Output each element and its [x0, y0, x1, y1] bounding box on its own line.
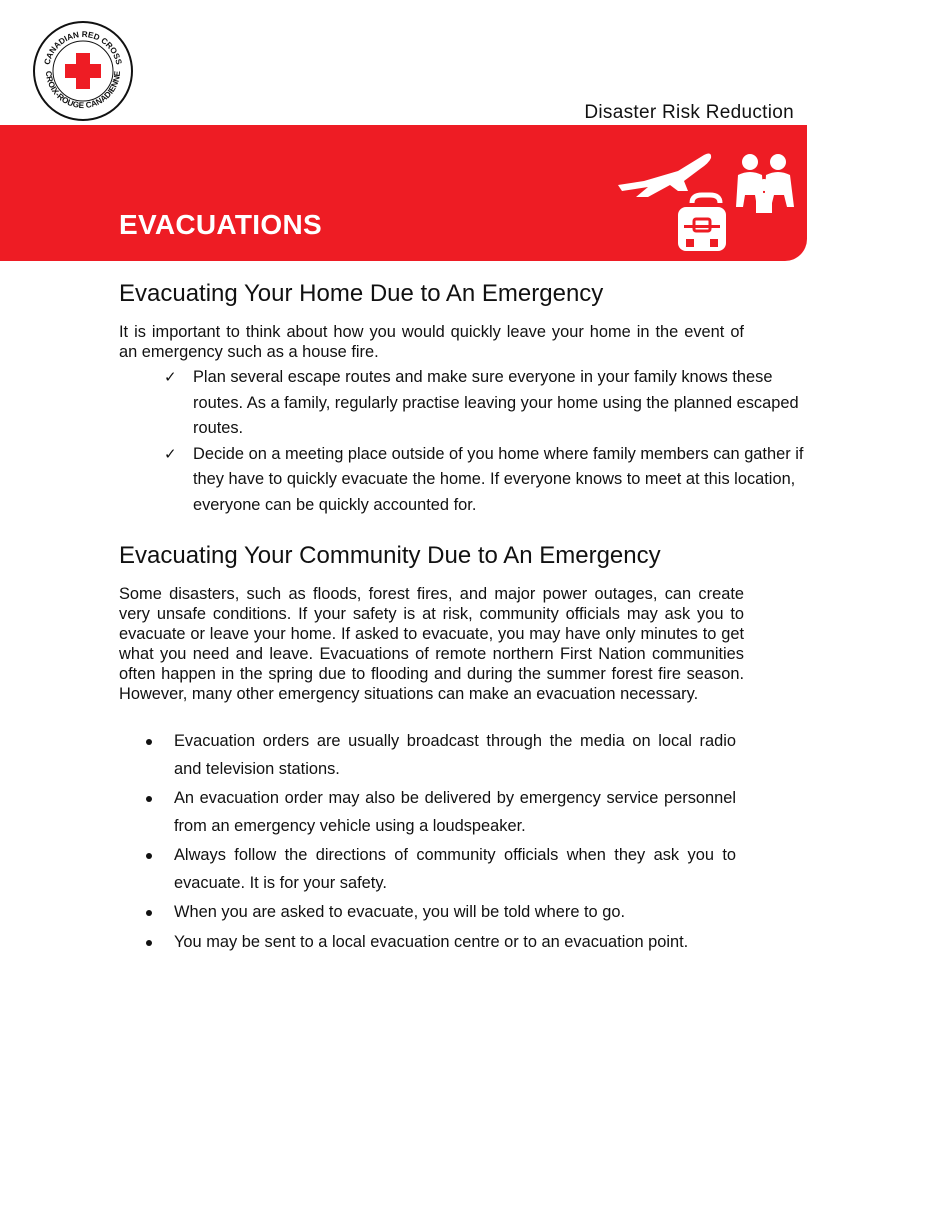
family-icon	[736, 154, 794, 213]
bullet-icon	[146, 910, 152, 916]
section1-heading: Evacuating Your Home Due to An Emergency	[119, 280, 604, 307]
section2-heading: Evacuating Your Community Due to An Emergency	[119, 542, 661, 569]
checkmark-icon: ✓	[164, 369, 177, 386]
bullet-icon	[146, 739, 152, 745]
main-content	[119, 280, 819, 958]
checkmark-icon: ✓	[164, 445, 177, 463]
section1-intro: It is important to think about how you would quickly leave your home in the event of an emergency such as a house fire.	[119, 323, 744, 361]
bullet-item: Evacuation orders are usually broadcast through the media on local radio and television stations.	[119, 728, 736, 783]
bullet-icon	[146, 853, 152, 859]
section2-intro: Some disasters, such as floods, forest fires, and major power outages, can create very unsafe conditions. If your safety is at risk, community officials may ask you to evacuate or leave your home. If asked to evacuate, you may have only minutes to get what you need and leave. Evacuations of remote northern First Nation communities often happen in the spring due to flooding and during the summer forest fire season. However, many other emergency situations can make an evacuation necessary.	[119, 585, 744, 703]
section-home-evacuation	[119, 280, 819, 518]
header-tag: Disaster Risk Reduction	[584, 102, 794, 123]
bullet-item: Always follow the directions of community officials when they ask you to evacuate. It is for your safety.	[119, 842, 736, 897]
section1-checklist	[119, 365, 819, 518]
title-banner	[0, 125, 807, 261]
section-community-evacuation	[119, 542, 819, 956]
bullet-item: You may be sent to a local evacuation centre or to an evacuation point.	[119, 929, 736, 957]
page-title: EVACUATIONS	[119, 209, 322, 240]
check-item: ✓ Decide on a meeting place outside of you home where family members can gather if they have to quickly evacuate the home. If everyone knows to meet at this location, everyone can be quickly accounted for.	[119, 442, 813, 519]
check-item: ✓ Plan several escape routes and make sure everyone in your family knows these routes. As a family, regularly practise leaving your home using the planned escaped routes.	[119, 365, 813, 442]
bullet-item: When you are asked to evacuate, you will be told where to go.	[119, 899, 736, 927]
logo-text-top: CANADIAN RED CROSS	[42, 29, 124, 66]
section2-bullet-list	[119, 728, 819, 956]
banner-icons	[614, 145, 800, 253]
bullet-icon	[146, 796, 152, 802]
logo-text-bottom: CROIX-ROUGE CANADIENNE	[43, 70, 123, 111]
airplane-icon	[618, 154, 711, 197]
bullet-icon	[146, 940, 152, 946]
bullet-item: An evacuation order may also be delivered by emergency service personnel from an emergency vehicle using a loudspeaker.	[119, 785, 736, 840]
backpack-icon	[678, 195, 726, 251]
red-cross-logo	[32, 20, 134, 122]
